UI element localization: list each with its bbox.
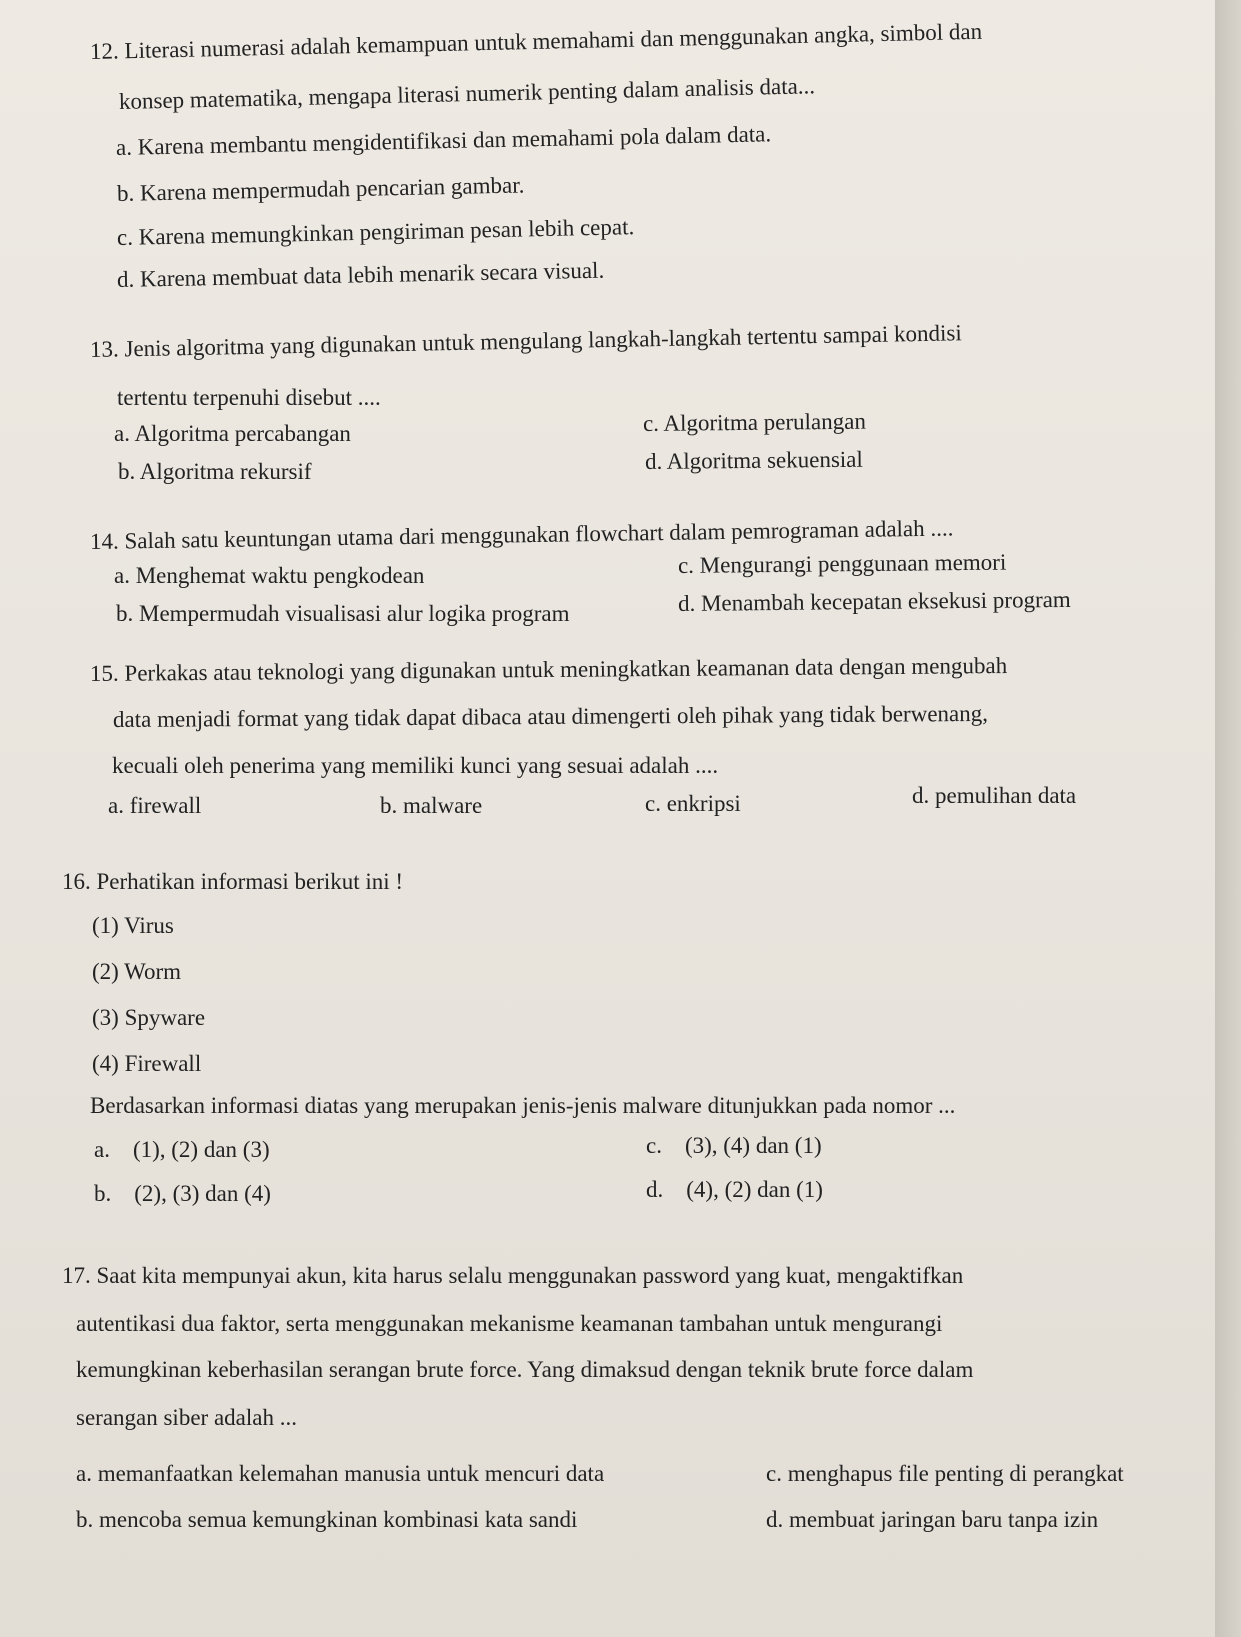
page-edge <box>1215 0 1241 1637</box>
question-15-stem-line-2: data menjadi format yang tidak dapat dibaca atau dimengerti oleh pihak yang tidak berwenang, <box>112 700 989 732</box>
question-14-number: 14. <box>89 528 119 554</box>
question-16-item-2: (2) Worm <box>92 959 182 984</box>
question-16-option-c: c. (3), (4) dan (1) <box>646 1133 822 1158</box>
question-13-number: 13. <box>89 336 119 362</box>
question-15-stem-line-3: kecuali oleh penerima yang memiliki kunci yang sesuai adalah .... <box>112 753 719 778</box>
question-15-option-a: a. firewall <box>108 793 202 818</box>
question-16-prompt: Berdasarkan informasi diatas yang merupakan jenis-jenis malware ditunjukkan pada nomor ... <box>90 1093 956 1118</box>
question-12-number: 12. <box>89 38 120 64</box>
question-12-option-d: d. Karena membuat data lebih menarik secara visual. <box>116 257 605 292</box>
question-17-stem-line-2: autentikasi dua faktor, serta menggunakan mekanisme keamanan tambahan untuk mengurangi <box>76 1311 943 1336</box>
question-16-number: 16. <box>62 869 91 894</box>
question-12-option-c: c. Karena memungkinkan pengiriman pesan lebih cepat. <box>116 214 635 250</box>
question-12-option-a: a. Karena membantu mengidentifikasi dan memahami pola dalam data. <box>115 121 772 160</box>
question-16-item-4: (4) Firewall <box>92 1051 202 1076</box>
question-16-option-a: a. (1), (2) dan (3) <box>94 1137 270 1162</box>
question-14-option-d: d. Menambah kecepatan eksekusi program <box>677 586 1071 616</box>
question-16-option-d: d. (4), (2) dan (1) <box>646 1177 823 1202</box>
question-17-option-c: c. menghapus file penting di perangkat <box>766 1461 1124 1486</box>
question-13-option-d: d. Algoritma sekuensial <box>644 446 863 474</box>
question-15-stem-line-1: Perkakas atau teknologi yang digunakan untuk meningkatkan keamanan data dengan mengubah <box>124 652 1008 686</box>
question-13-stem-line-2: tertentu terpenuhi disebut .... <box>117 385 381 410</box>
question-12-stem-line-2: konsep matematika, mengapa literasi numerik penting dalam analisis data... <box>118 73 816 114</box>
question-12-option-b: b. Karena mempermudah pencarian gambar. <box>116 172 525 206</box>
question-17-number: 17. <box>62 1263 91 1288</box>
question-14-option-c: c. Mengurangi penggunaan memori <box>677 549 1007 578</box>
question-13-option-a: a. Algoritma percabangan <box>114 421 351 446</box>
question-17-option-b: b. mencoba semua kemungkinan kombinasi kata sandi <box>76 1507 578 1532</box>
question-17-option-d: d. membuat jaringan baru tanpa izin <box>766 1507 1099 1532</box>
question-17-stem-line-4: serangan siber adalah ... <box>76 1405 297 1430</box>
question-17-line-1 <box>62 1262 963 1290</box>
question-13-option-c: c. Algoritma perulangan <box>642 408 867 436</box>
question-15-option-b: b. malware <box>380 793 483 818</box>
question-17-stem-line-1: Saat kita mempunyai akun, kita harus selalu menggunakan password yang kuat, mengaktifkan <box>96 1263 964 1288</box>
question-16-line-1 <box>62 868 403 896</box>
question-14-option-a: a. Menghemat waktu pengkodean <box>114 563 425 588</box>
question-13-option-b: b. Algoritma rekursif <box>118 459 312 484</box>
question-14-option-b: b. Mempermudah visualisasi alur logika program <box>116 601 570 626</box>
question-15-number: 15. <box>89 660 119 686</box>
question-16-stem-line-1: Perhatikan informasi berikut ini ! <box>96 869 404 894</box>
question-17-option-a: a. memanfaatkan kelemahan manusia untuk mencuri data <box>76 1461 605 1486</box>
question-16-item-1: (1) Virus <box>92 913 174 938</box>
question-12-stem-line-1: Literasi numerasi adalah kemampuan untuk memahami dan menggunakan angka, simbol dan <box>124 18 983 64</box>
question-16-option-b: b. (2), (3) dan (4) <box>94 1181 271 1206</box>
question-17-stem-line-3: kemungkinan keberhasilan serangan brute force. Yang dimaksud dengan teknik brute force dalam <box>76 1357 974 1382</box>
question-13-stem-line-1: Jenis algoritma yang digunakan untuk mengulang langkah-langkah tertentu sampai kondisi <box>124 320 962 362</box>
question-15-option-c: c. enkripsi <box>645 791 741 816</box>
question-16-item-3: (3) Spyware <box>92 1005 206 1030</box>
question-14-stem-line-1: Salah satu keuntungan utama dari menggunakan flowchart dalam pemrograman adalah .... <box>124 515 954 554</box>
question-15-option-d: d. pemulihan data <box>912 783 1077 808</box>
